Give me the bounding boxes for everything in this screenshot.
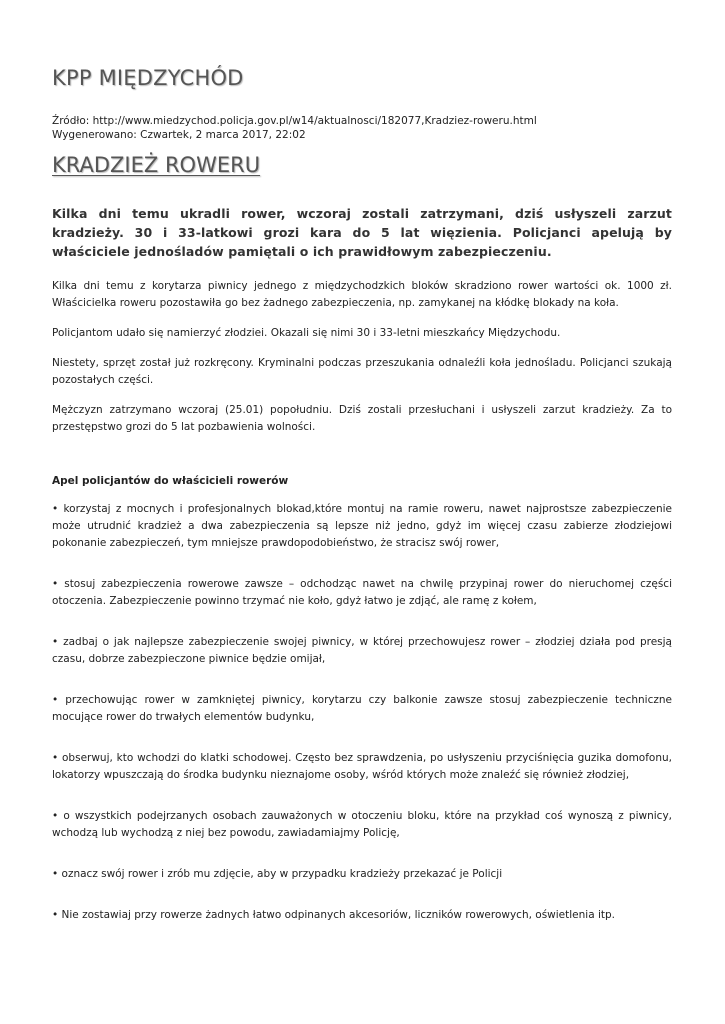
generated-line: Wygenerowano: Czwartek, 2 marca 2017, 22:02 xyxy=(52,129,306,141)
appeal-heading: Apel policjantów do właścicieli rowerów xyxy=(52,475,289,487)
paragraph: Policjantom udało się namierzyć złodziei. Okazali się nimi 30 i 33-letni mieszkańcy Międzychodu. xyxy=(52,327,561,339)
tip-item: • zadbaj o jak najlepsze zabezpieczenie swojej piwnicy, w której przechowujesz rower – złodziej działa pod presją czasu, dobrze zabezpieczone piwnice będzie omijał, xyxy=(52,636,672,665)
tip-item: • korzystaj z mocnych i profesjonalnych blokad,które montuj na ramie roweru, nawet najprostsze zabezpieczenie może utrudnić kradzież a dwa zabezpieczenia są lepsze niż jedno, gdyż im więcej czasu zabierze złodziejowi pokonanie zabezpieczeń, tym mniejsze prawdopodobieństwo, że stracisz swój rower, xyxy=(52,503,672,549)
tip-item: • obserwuj, kto wchodzi do klatki schodowej. Często bez sprawdzenia, po usłyszeniu przyciśnięcia guzika domofonu, lokatorzy wpuszczają do środka budynku nieznajome osoby, wśród których może znaleźć się również złodziej, xyxy=(52,752,672,781)
tip-item: • oznacz swój rower i zrób mu zdjęcie, aby w przypadku kradzieży przekazać je Policji xyxy=(52,868,503,880)
tip-item: • o wszystkich podejrzanych osobach zauważonych w otoczeniu bloku, które na przykład coś wynoszą z piwnicy, wchodzą lub wychodzą z niej bez powodu, zawiadamiajmy Policję, xyxy=(52,810,672,839)
article-lead: Kilka dni temu ukradli rower, wczoraj zostali zatrzymani, dziś usłyszeli zarzut kradzieży. 30 i 33-latkowi grozi kara do 5 lat więzienia. Policjanci apelują by właściciele jednośladów pamiętali o ich prawidłowym zabezpieczeniu. xyxy=(52,206,672,259)
paragraph: Mężczyzn zatrzymano wczoraj (25.01) popołudniu. Dziś zostali przesłuchani i usłyszeli zarzut kradzieży. Za to przestępstwo grozi do 5 lat pozbawienia wolności. xyxy=(52,404,672,433)
article-title: KRADZIEŻ ROWERU xyxy=(52,153,261,177)
source-line: Źródło: http://www.miedzychod.policja.gov.pl/w14/aktualnosci/182077,Kradziez-roweru.html xyxy=(52,115,537,127)
tip-item: • Nie zostawiaj przy rowerze żadnych łatwo odpinanych akcesoriów, liczników rowerowych, oświetlenia itp. xyxy=(52,909,616,921)
tip-item: • przechowując rower w zamkniętej piwnicy, korytarzu czy balkonie zawsze stosuj zabezpieczenie techniczne mocujące rower do trwałych elementów budynku, xyxy=(52,694,672,723)
article-body xyxy=(52,278,672,948)
paragraph: Kilka dni temu z korytarza piwnicy jednego z międzychodzkich bloków skradziono rower wartości ok. 1000 zł. Właścicielka roweru pozostawiła go bez żadnego zabezpieczenia, np. zamykanej na kłódkę blokady na koła. xyxy=(52,280,672,309)
tip-item: • stosuj zabezpieczenia rowerowe zawsze – odchodząc nawet na chwilę przypinaj rower do nieruchomej części otoczenia. Zabezpieczenie powinno trzymać nie koło, gdyż łatwo je zdjąć, ale ramę z kołem, xyxy=(52,578,672,607)
document-meta xyxy=(52,114,537,142)
paragraph: Niestety, sprzęt został już rozkręcony. Kryminalni podczas przeszukania odnaleźli koła jednośladu. Policjanci szukają pozostałych części. xyxy=(52,357,672,386)
site-title: KPP MIĘDZYCHÓD xyxy=(52,66,244,90)
